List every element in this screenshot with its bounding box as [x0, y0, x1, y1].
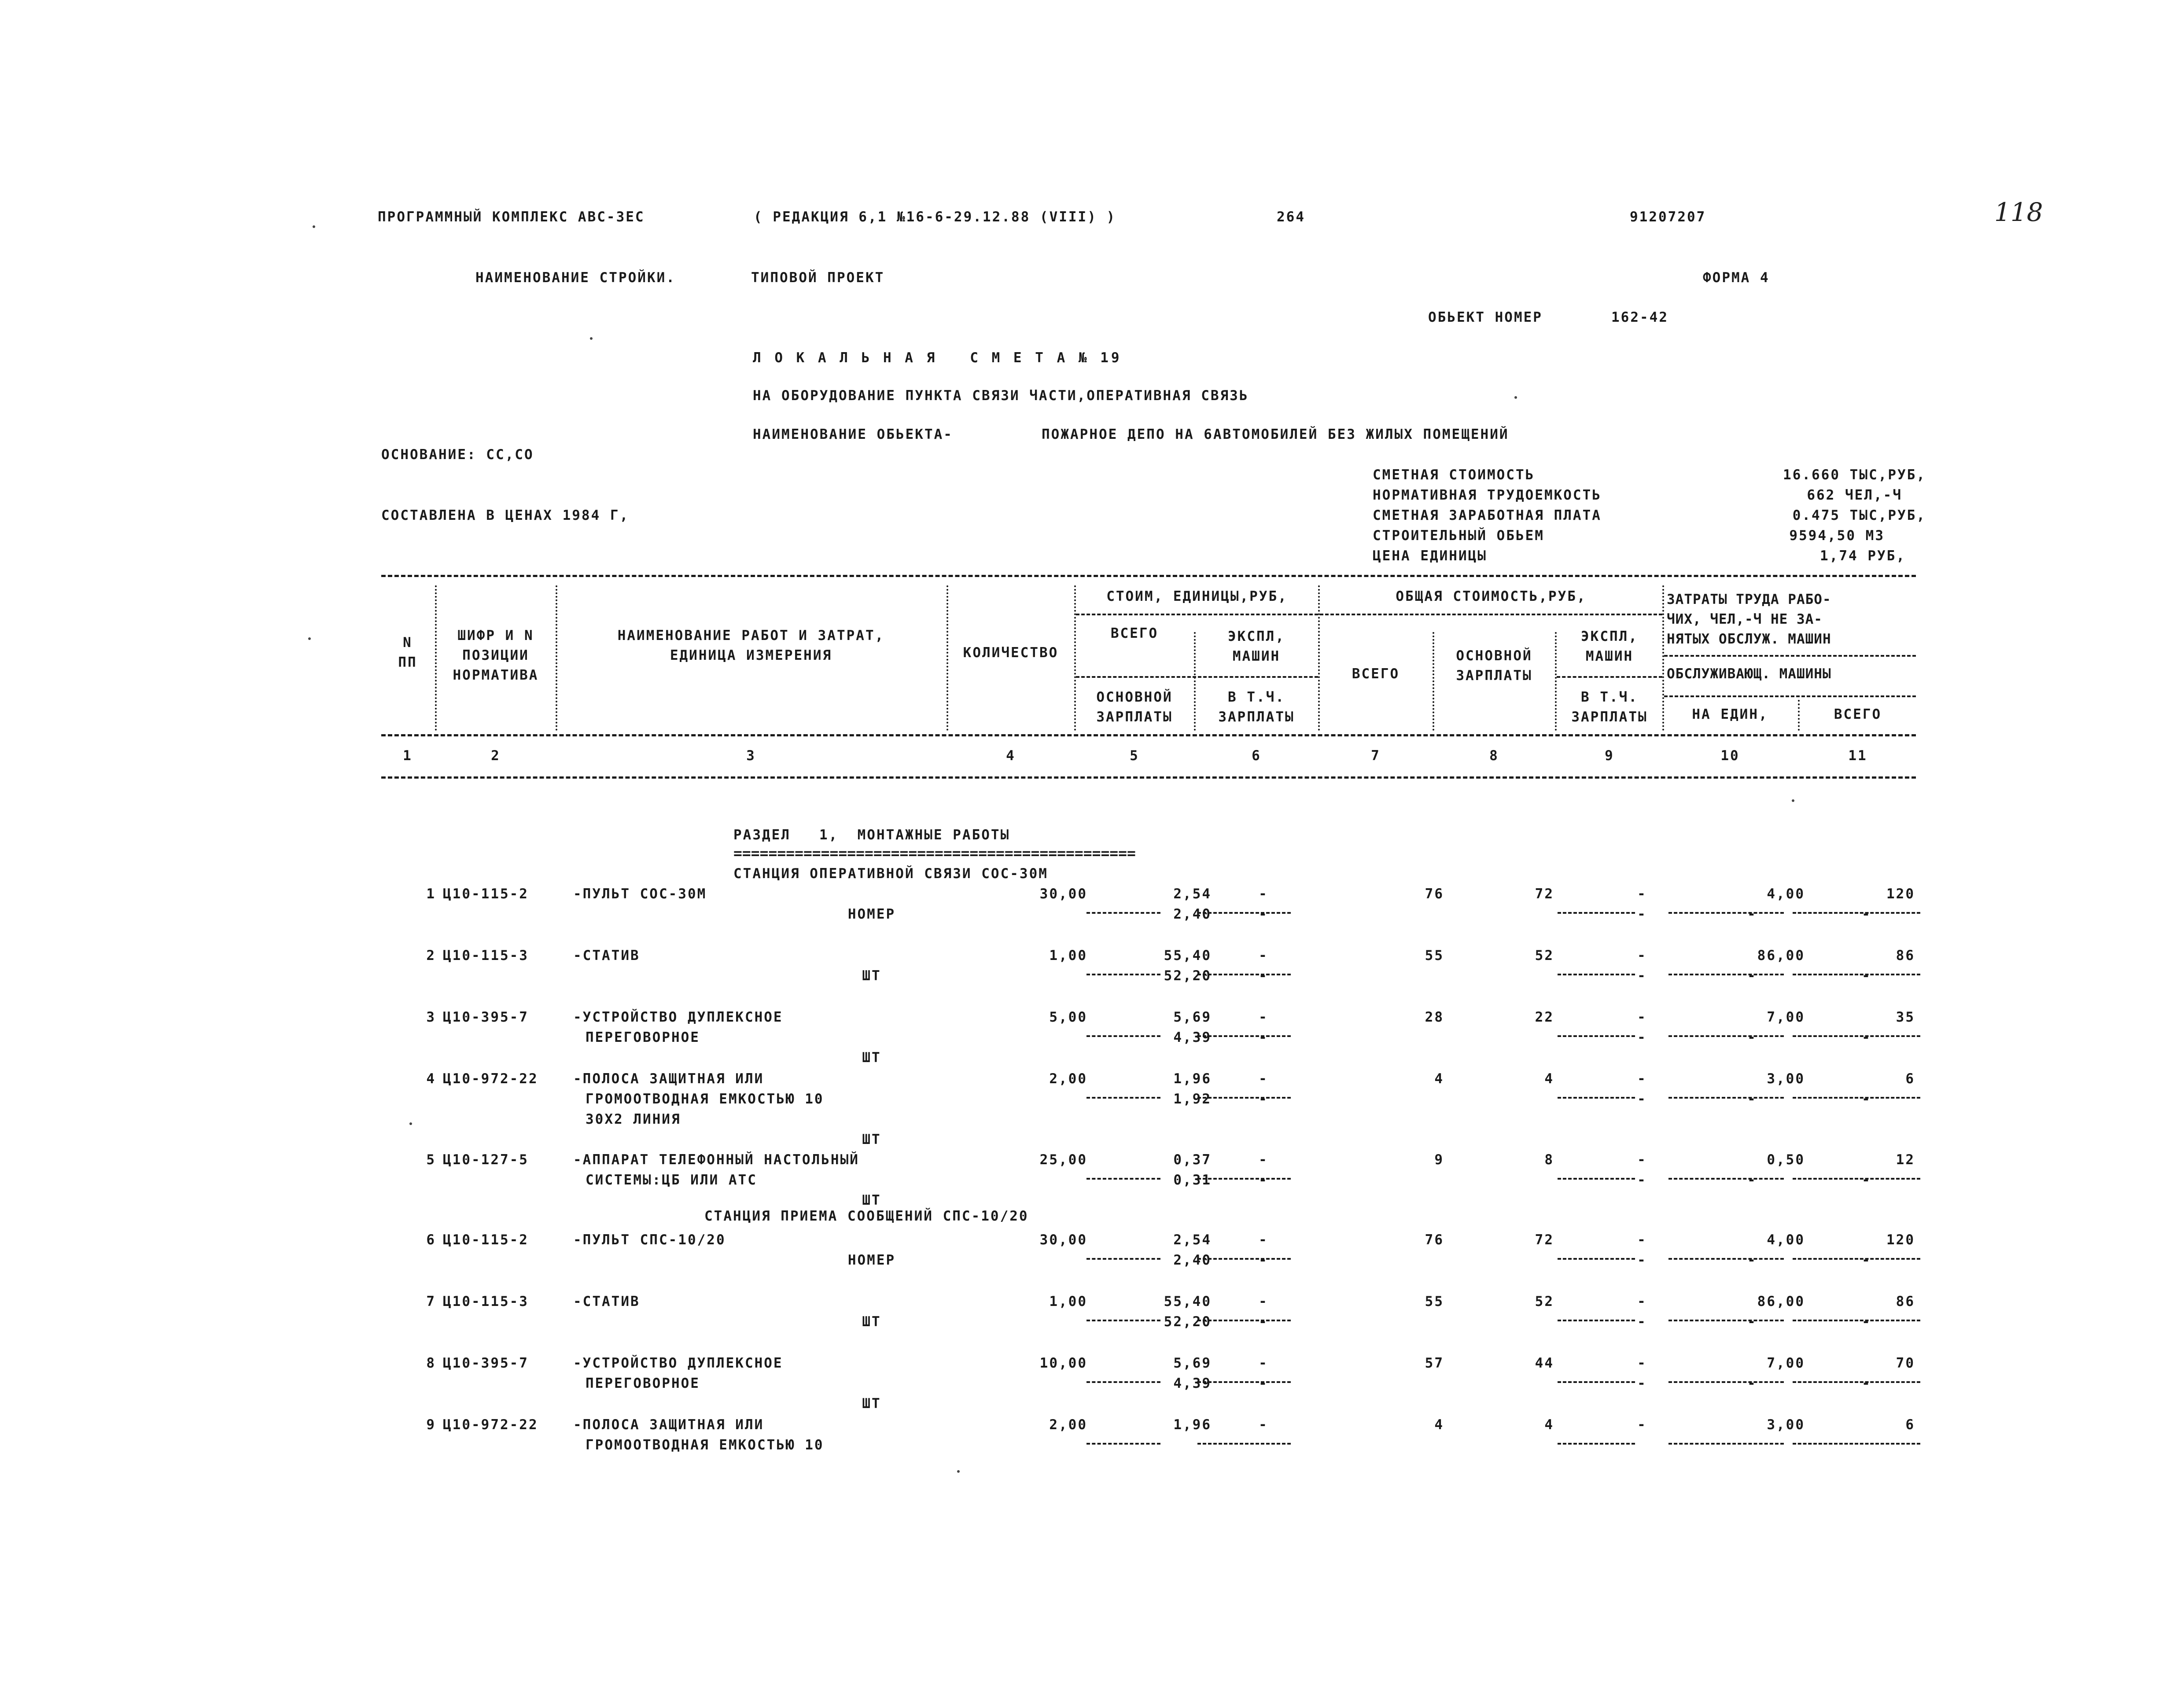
cell-n: 2 — [426, 948, 436, 964]
cell-unit: ШТ — [862, 1050, 881, 1066]
cell-code: Ц10-115-2 — [443, 886, 529, 902]
cell-underline — [1086, 1320, 1160, 1321]
header-total-all: ВСЕГО — [1352, 666, 1400, 682]
cell-unit-mpay: - — [1259, 906, 1268, 922]
cell-total-mach: - — [1637, 1417, 1647, 1433]
cell-underline — [1668, 1035, 1784, 1037]
cell-name: ГРОМООТВОДНАЯ ЕМКОСТЬЮ 10 — [586, 1437, 824, 1453]
cell-underline — [1086, 1035, 1160, 1037]
cell-total-mach: - — [1637, 1294, 1647, 1309]
cell-total-base: 4 — [1544, 1417, 1554, 1433]
cell-unit: ШТ — [862, 968, 881, 984]
cell-unit-total: 1,96 — [1173, 1417, 1212, 1433]
cell-name: -СТАТИВ — [573, 948, 640, 964]
cell-name: -УСТРОЙСТВО ДУПЛЕКСНОЕ — [573, 1355, 783, 1371]
summary-value: 16.660 ТЫС,РУБ, — [1783, 467, 1926, 483]
cell-unit: ШТ — [862, 1314, 881, 1330]
cell-serv-total: - — [1862, 1091, 1871, 1107]
cell-underline — [1793, 1443, 1920, 1445]
cell-unit-base: 52,20 — [1164, 968, 1212, 984]
cell-n: 3 — [426, 1009, 436, 1025]
cell-underline — [1793, 1178, 1920, 1180]
cell-code: Ц10-395-7 — [443, 1009, 529, 1025]
cell-total-mach: - — [1637, 948, 1647, 964]
column-divider — [1318, 585, 1320, 731]
cell-total: 9 — [1434, 1152, 1444, 1168]
header-labor-group: ЗАТРАТЫ ТРУДА РАБО- ЧИХ, ЧЕЛ,-Ч НЕ ЗА- НЯТЫХ ОБСЛУЖ. МАШИН — [1667, 592, 1831, 647]
cell-unit-mach: - — [1259, 1071, 1268, 1087]
estimate-title: Л О К А Л Ь Н А Я С М Е Т А № 19 — [753, 350, 1122, 366]
cell-total-mpay: - — [1637, 1030, 1647, 1045]
cell-unit-total: 55,40 — [1164, 948, 1212, 964]
summary-label: СМЕТНАЯ СТОИМОСТЬ — [1373, 467, 1535, 483]
cell-n: 5 — [426, 1152, 436, 1168]
cell-n: 8 — [426, 1355, 436, 1371]
column-number: 2 — [491, 748, 501, 764]
cell-underline — [1558, 1178, 1635, 1180]
cell-unit-total: 2,54 — [1173, 886, 1212, 902]
cell-n: 1 — [426, 886, 436, 902]
cell-code: Ц10-115-2 — [443, 1232, 529, 1248]
cell-labor-total: 120 — [1886, 886, 1915, 902]
cell-unit-total: 0,37 — [1173, 1152, 1212, 1168]
cell-underline — [1793, 1097, 1920, 1099]
cell-unit-mach: - — [1259, 1417, 1268, 1433]
cell-total-mach: - — [1637, 1152, 1647, 1168]
column-number: 11 — [1848, 748, 1867, 764]
cell-labor-total: 120 — [1886, 1232, 1915, 1248]
cell-labor-total: 12 — [1896, 1152, 1915, 1168]
form-label: ФОРМА 4 — [1703, 270, 1770, 286]
column-number: 1 — [403, 748, 412, 764]
cell-labor-total: 86 — [1896, 1294, 1915, 1309]
cell-underline — [1086, 1097, 1160, 1099]
cell-code: Ц10-972-22 — [443, 1071, 538, 1087]
cell-unit-base: 52,20 — [1164, 1314, 1212, 1330]
header-unit-total: ВСЕГО — [1110, 625, 1159, 641]
cell-code: Ц10-127-5 — [443, 1152, 529, 1168]
summary-value: 662 ЧЕЛ,-Ч — [1807, 487, 1902, 503]
cell-underline — [1558, 1320, 1635, 1321]
cell-underline — [1197, 1178, 1291, 1180]
cell-total-mach: - — [1637, 1009, 1647, 1025]
cell-underline — [1086, 1258, 1160, 1260]
scan-speck — [1792, 799, 1794, 802]
document-code: 91207207 — [1630, 209, 1706, 225]
cell-underline — [1558, 1443, 1635, 1445]
cell-labor-total: 86 — [1896, 948, 1915, 964]
cell-code: Ц10-395-7 — [443, 1355, 529, 1371]
cell-total-base: 72 — [1535, 886, 1554, 902]
cell-underline — [1558, 912, 1635, 914]
program-name: ПРОГРАММНЫЙ КОМПЛЕКС АВС-ЗЕС — [378, 209, 645, 225]
cell-serv-total: - — [1862, 1375, 1871, 1391]
cell-name: ГРОМООТВОДНАЯ ЕМКОСТЬЮ 10 — [586, 1091, 824, 1107]
cell-underline — [1668, 1258, 1784, 1260]
prices-line: СОСТАВЛЕНА В ЦЕНАХ 1984 Г, — [381, 507, 630, 523]
cell-total-mpay: - — [1637, 1252, 1647, 1268]
cell-total-mach: - — [1637, 1071, 1647, 1087]
table-numbers-rule — [381, 776, 1916, 779]
cell-underline — [1668, 1320, 1784, 1321]
cell-unit-mpay: - — [1259, 1314, 1268, 1330]
header-total-base-pay: ОСНОВНОЙ ЗАРПЛАТЫ — [1456, 648, 1532, 684]
cell-name: ПЕРЕГОВОРНОЕ — [586, 1030, 700, 1045]
cell-serv-total: - — [1862, 968, 1871, 984]
cell-serv-unit: - — [1747, 968, 1757, 984]
header-total-cost-group: ОБЩАЯ СТОИМОСТЬ,РУБ, — [1396, 588, 1587, 604]
cell-name: СИСТЕМЫ:ЦБ ИЛИ АТС — [586, 1172, 757, 1188]
cell-qty: 2,00 — [1049, 1071, 1087, 1087]
cell-unit-mach: - — [1259, 1009, 1268, 1025]
cell-unit-mach: - — [1259, 1294, 1268, 1309]
cell-underline — [1086, 912, 1160, 914]
cell-total: 55 — [1425, 1294, 1444, 1309]
sheet-number: 118 — [1994, 197, 2043, 227]
cell-code: Ц10-972-22 — [443, 1417, 538, 1433]
column-number: 7 — [1371, 748, 1381, 764]
cell-name: -ПУЛЬТ СОС-30М — [573, 886, 707, 902]
cell-underline — [1668, 1097, 1784, 1099]
cell-labor-total: 35 — [1896, 1009, 1915, 1025]
cell-unit-mpay: - — [1259, 968, 1268, 984]
summary-label: ЦЕНА ЕДИНИЦЫ — [1373, 548, 1487, 564]
cell-underline — [1668, 912, 1784, 914]
cell-total: 76 — [1425, 886, 1444, 902]
cell-underline — [1197, 1097, 1291, 1099]
object-name: ПОЖАРНОЕ ДЕПО НА 6АВТОМОБИЛЕЙ БЕЗ ЖИЛЫХ ПОМЕЩЕНИЙ — [1042, 427, 1509, 442]
cell-total: 28 — [1425, 1009, 1444, 1025]
cell-unit-mpay: - — [1259, 1091, 1268, 1107]
cell-total-mpay: - — [1637, 1091, 1647, 1107]
cell-total-mpay: - — [1637, 1375, 1647, 1391]
cell-serv-unit: - — [1747, 1172, 1757, 1188]
header-unit-incl-pay: В Т.Ч. ЗАРПЛАТЫ — [1218, 689, 1295, 725]
summary-label: СТРОИТЕЛЬНЫЙ ОБЬЕМ — [1373, 528, 1544, 544]
cell-qty: 5,00 — [1049, 1009, 1087, 1025]
cell-name: -ПОЛОСА ЗАЩИТНАЯ ИЛИ — [573, 1417, 764, 1433]
header-col-name: НАИМЕНОВАНИЕ РАБОТ И ЗАТРАТ, ЕДИНИЦА ИЗМЕРЕНИЯ — [617, 628, 885, 663]
cell-qty: 30,00 — [1039, 886, 1087, 902]
edition-info: ( РЕДАКЦИЯ 6,1 №16-6-29.12.88 (VIII) ) — [754, 209, 1116, 225]
summary-value: 0.475 ТЫС,РУБ, — [1792, 507, 1926, 523]
cell-labor-unit: 7,00 — [1767, 1009, 1805, 1025]
cell-name: 30Х2 ЛИНИЯ — [586, 1111, 681, 1127]
summary-label: СМЕТНАЯ ЗАРАБОТНАЯ ПЛАТА — [1373, 507, 1602, 523]
cell-underline — [1558, 1097, 1635, 1099]
header-unit-machines: ЭКСПЛ, МАШИН — [1228, 629, 1285, 664]
cell-total-base: 44 — [1535, 1355, 1554, 1371]
cell-unit-total: 5,69 — [1173, 1355, 1212, 1371]
cell-underline — [1668, 1178, 1784, 1180]
column-number: 10 — [1720, 748, 1740, 764]
cell-unit-base: 4,39 — [1173, 1030, 1212, 1045]
scan-speck — [590, 337, 593, 340]
section-underline: ============================================== — [733, 845, 1136, 862]
cell-name: -СТАТИВ — [573, 1294, 640, 1309]
cell-unit: ШТ — [862, 1396, 881, 1412]
cell-unit: ШТ — [862, 1192, 881, 1208]
cell-underline — [1197, 912, 1291, 914]
header-unit-cost-group: СТОИМ, ЕДИНИЦЫ,РУБ, — [1106, 588, 1288, 604]
cell-unit: НОМЕР — [847, 906, 896, 922]
cell-name: -ПУЛЬТ СПС-10/20 — [573, 1232, 726, 1248]
cell-underline — [1086, 974, 1160, 975]
column-number: 5 — [1130, 748, 1139, 764]
cell-total-base: 8 — [1544, 1152, 1554, 1168]
cell-labor-total: 6 — [1905, 1417, 1915, 1433]
header-total-machines: ЭКСПЛ, МАШИН — [1581, 629, 1638, 664]
cell-n: 7 — [426, 1294, 436, 1309]
cell-code: Ц10-115-3 — [443, 948, 529, 964]
cell-total: 57 — [1425, 1355, 1444, 1371]
header-col-qty: КОЛИЧЕСТВО — [963, 645, 1059, 661]
cell-n: 6 — [426, 1232, 436, 1248]
cell-underline — [1197, 1443, 1291, 1445]
cell-total-mach: - — [1637, 1232, 1647, 1248]
cell-labor-unit: 86,00 — [1757, 1294, 1805, 1309]
table-top-rule — [381, 575, 1916, 577]
cell-serv-unit: - — [1747, 906, 1757, 922]
cell-qty: 1,00 — [1049, 948, 1087, 964]
cell-total-mach: - — [1637, 1355, 1647, 1371]
column-number: 9 — [1605, 748, 1614, 764]
cell-serv-total: - — [1862, 1030, 1871, 1045]
group-rule — [1076, 676, 1318, 678]
cell-total-base: 52 — [1535, 948, 1554, 964]
cell-underline — [1558, 1258, 1635, 1260]
cell-labor-unit: 3,00 — [1767, 1417, 1805, 1433]
cell-qty: 30,00 — [1039, 1232, 1087, 1248]
group-rule — [1664, 695, 1916, 697]
header-labor-total: ВСЕГО — [1834, 706, 1882, 722]
header-col-n: N ПП — [398, 635, 417, 670]
cell-unit-mach: - — [1259, 1355, 1268, 1371]
cell-underline — [1086, 1381, 1160, 1383]
cell-labor-unit: 7,00 — [1767, 1355, 1805, 1371]
cell-unit-mach: - — [1259, 1232, 1268, 1248]
header-total-incl-pay: В Т.Ч. ЗАРПЛАТЫ — [1571, 689, 1648, 725]
cell-underline — [1793, 1035, 1920, 1037]
column-number: 3 — [746, 748, 756, 764]
cell-total-base: 22 — [1535, 1009, 1554, 1025]
cell-total: 4 — [1434, 1071, 1444, 1087]
group-rule — [1664, 655, 1916, 657]
cell-unit-total: 1,96 — [1173, 1071, 1212, 1087]
cell-name: -ПОЛОСА ЗАЩИТНАЯ ИЛИ — [573, 1071, 764, 1087]
cell-underline — [1197, 1381, 1291, 1383]
cell-labor-unit: 4,00 — [1767, 886, 1805, 902]
cell-underline — [1197, 974, 1291, 975]
cell-total-base: 4 — [1544, 1071, 1554, 1087]
cell-underline — [1793, 1320, 1920, 1321]
cell-unit-mach: - — [1259, 948, 1268, 964]
cell-underline — [1197, 1320, 1291, 1321]
cell-underline — [1793, 974, 1920, 975]
cell-total-mpay: - — [1637, 1314, 1647, 1330]
cell-underline — [1668, 1381, 1784, 1383]
cell-labor-unit: 3,00 — [1767, 1071, 1805, 1087]
basis-line: ОСНОВАНИЕ: СС,СО — [381, 447, 534, 463]
cell-unit-base: 0,31 — [1173, 1172, 1212, 1188]
cell-underline — [1558, 974, 1635, 975]
cell-unit: НОМЕР — [847, 1252, 896, 1268]
cell-unit-base: 4,39 — [1173, 1375, 1212, 1391]
construction-value: ТИПОВОЙ ПРОЕКТ — [751, 270, 885, 286]
cell-serv-total: - — [1862, 1252, 1871, 1268]
cell-unit-mpay: - — [1259, 1252, 1268, 1268]
header-col-code: ШИФР И N ПОЗИЦИИ НОРМАТИВА — [453, 628, 539, 683]
cell-n: 4 — [426, 1071, 436, 1087]
cell-unit-mach: - — [1259, 1152, 1268, 1168]
group-rule — [1320, 614, 1662, 615]
cell-underline — [1668, 974, 1784, 975]
cell-total: 55 — [1425, 948, 1444, 964]
scan-speck — [409, 1122, 412, 1125]
cell-name: -АППАРАТ ТЕЛЕФОННЫЙ НАСТОЛЬНЫЙ — [573, 1152, 859, 1168]
object-number: 162-42 — [1611, 309, 1668, 325]
cell-serv-total: - — [1862, 1172, 1871, 1188]
cell-total-base: 72 — [1535, 1232, 1554, 1248]
table-header-rule — [381, 734, 1916, 736]
scan-speck — [1514, 396, 1517, 399]
cell-labor-total: 70 — [1896, 1355, 1915, 1371]
cell-serv-unit: - — [1747, 1252, 1757, 1268]
summary-value: 1,74 РУБ, — [1820, 548, 1906, 564]
cell-qty: 25,00 — [1039, 1152, 1087, 1168]
cell-name: -УСТРОЙСТВО ДУПЛЕКСНОЕ — [573, 1009, 783, 1025]
cell-serv-unit: - — [1747, 1030, 1757, 1045]
cell-underline — [1197, 1258, 1291, 1260]
cell-name: ПЕРЕГОВОРНОЕ — [586, 1375, 700, 1391]
column-number: 4 — [1006, 748, 1016, 764]
cell-underline — [1793, 1258, 1920, 1260]
cell-underline — [1197, 1035, 1291, 1037]
cell-serv-unit: - — [1747, 1375, 1757, 1391]
group-rule — [1557, 676, 1662, 678]
summary-label: НОРМАТИВНАЯ ТРУДОЕМКОСТЬ — [1373, 487, 1602, 503]
cell-unit-mpay: - — [1259, 1172, 1268, 1188]
column-number: 8 — [1489, 748, 1499, 764]
cell-labor-unit: 86,00 — [1757, 948, 1805, 964]
cell-underline — [1558, 1381, 1635, 1383]
cell-serv-unit: - — [1747, 1091, 1757, 1107]
cell-total-mpay: - — [1637, 906, 1647, 922]
header-labor-serv: ОБСЛУЖИВАЮЩ. МАШИНЫ — [1667, 666, 1831, 682]
object-number-label: ОБЬЕКТ НОМЕР — [1428, 309, 1543, 325]
scan-speck — [957, 1470, 960, 1473]
cell-serv-total: - — [1862, 1314, 1871, 1330]
section-title: РАЗДЕЛ 1, МОНТАЖНЫЕ РАБОТЫ — [733, 827, 1010, 843]
cell-total-mach: - — [1637, 886, 1647, 902]
cell-qty: 1,00 — [1049, 1294, 1087, 1309]
group-rule — [1076, 614, 1318, 615]
cell-unit-mpay: - — [1259, 1030, 1268, 1045]
cell-unit-total: 55,40 — [1164, 1294, 1212, 1309]
cell-serv-total: - — [1862, 906, 1871, 922]
page-number: 264 — [1277, 209, 1305, 225]
cell-labor-unit: 4,00 — [1767, 1232, 1805, 1248]
subsection-title: СТАНЦИЯ ПРИЕМА СООБЩЕНИЙ СПС-10/20 — [704, 1208, 1029, 1224]
cell-total-base: 52 — [1535, 1294, 1554, 1309]
subsection-title: СТАНЦИЯ ОПЕРАТИВНОЙ СВЯЗИ СОС-30М — [733, 866, 1048, 882]
header-unit-base-pay: ОСНОВНОЙ ЗАРПЛАТЫ — [1096, 689, 1173, 725]
cell-labor-unit: 0,50 — [1767, 1152, 1805, 1168]
cell-unit-mach: - — [1259, 886, 1268, 902]
construction-label: НАИМЕНОВАНИЕ СТРОЙКИ. — [475, 270, 676, 286]
cell-underline — [1558, 1035, 1635, 1037]
cell-unit-mpay: - — [1259, 1375, 1268, 1391]
cell-total: 4 — [1434, 1417, 1444, 1433]
cell-underline — [1668, 1443, 1784, 1445]
scan-speck — [308, 637, 311, 640]
header-labor-per-unit: НА ЕДИН, — [1692, 706, 1768, 722]
cell-labor-total: 6 — [1905, 1071, 1915, 1087]
cell-underline — [1793, 1381, 1920, 1383]
scan-speck — [313, 225, 315, 228]
cell-qty: 2,00 — [1049, 1417, 1087, 1433]
cell-unit-base: 1,92 — [1173, 1091, 1212, 1107]
cell-unit-total: 5,69 — [1173, 1009, 1212, 1025]
estimate-subtitle: НА ОБОРУДОВАНИЕ ПУНКТА СВЯЗИ ЧАСТИ,ОПЕРАТИВНАЯ СВЯЗЬ — [753, 388, 1249, 404]
cell-serv-unit: - — [1747, 1314, 1757, 1330]
cell-unit-total: 2,54 — [1173, 1232, 1212, 1248]
column-number: 6 — [1252, 748, 1261, 764]
cell-unit: ШТ — [862, 1132, 881, 1147]
cell-total: 76 — [1425, 1232, 1444, 1248]
cell-total-mpay: - — [1637, 968, 1647, 984]
cell-unit-base: 2,40 — [1173, 1252, 1212, 1268]
cell-qty: 10,00 — [1039, 1355, 1087, 1371]
cell-unit-base: 2,40 — [1173, 906, 1212, 922]
cell-code: Ц10-115-3 — [443, 1294, 529, 1309]
object-name-label: НАИМЕНОВАНИЕ ОБЬЕКТА- — [753, 427, 953, 442]
summary-value: 9594,50 М3 — [1789, 528, 1885, 544]
cell-n: 9 — [426, 1417, 436, 1433]
cell-total-mpay: - — [1637, 1172, 1647, 1188]
cell-underline — [1086, 1443, 1160, 1445]
cell-underline — [1086, 1178, 1160, 1180]
cell-underline — [1793, 912, 1920, 914]
